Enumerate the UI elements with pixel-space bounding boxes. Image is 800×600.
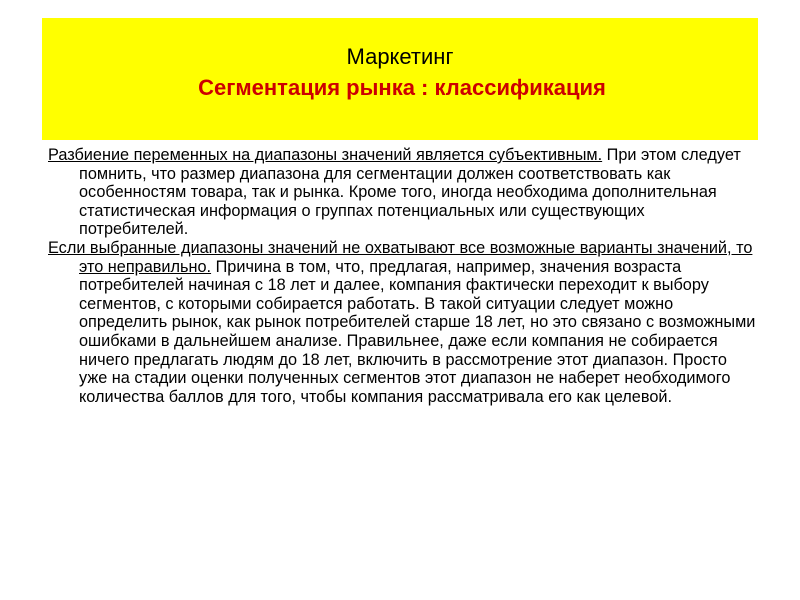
slide-title: Маркетинг bbox=[346, 44, 454, 69]
body-paragraph-2 bbox=[48, 239, 758, 406]
slide-body bbox=[48, 146, 758, 406]
paragraph-2-lead: Если выбранные диапазоны значений не охватывают все возможные варианты значений, то это неправильно. bbox=[48, 238, 753, 276]
slide-header bbox=[42, 18, 758, 140]
paragraph-1-text: При этом следует помнить, что размер диапазона для сегментации должен соответствовать как особенностям товара, так и рынка. Кроме того, иногда необходима дополнительная статистическая информация о группах потенциальных или существующих потребителей. bbox=[79, 146, 741, 239]
paragraph-1-lead: Разбиение переменных на диапазоны значений является субъективным. bbox=[48, 146, 603, 164]
paragraph-2-text: Причина в том, что, предлагая, например, значения возраста потребителей начиная с 18 лет и далее, компания фактически переходит к выбору сегментов, с которыми собирается работать. В такой ситуации следует можно определить рынок, как рынок потребителей старше 18 лет, но это связано с возможными ошибками в дальнейшем анализе. Правильнее, даже если компания не собирается ничего предлагать людям до 18 лет, включить в рассмотрение этот диапазон. Просто уже на стадии оценки полученных сегментов этот диапазон не наберет необходимого количества баллов для того, чтобы компания рассматривала его как целевой. bbox=[79, 257, 756, 406]
slide-subtitle: Сегментация рынка : классификация bbox=[198, 75, 606, 100]
body-paragraph-1 bbox=[48, 146, 758, 239]
